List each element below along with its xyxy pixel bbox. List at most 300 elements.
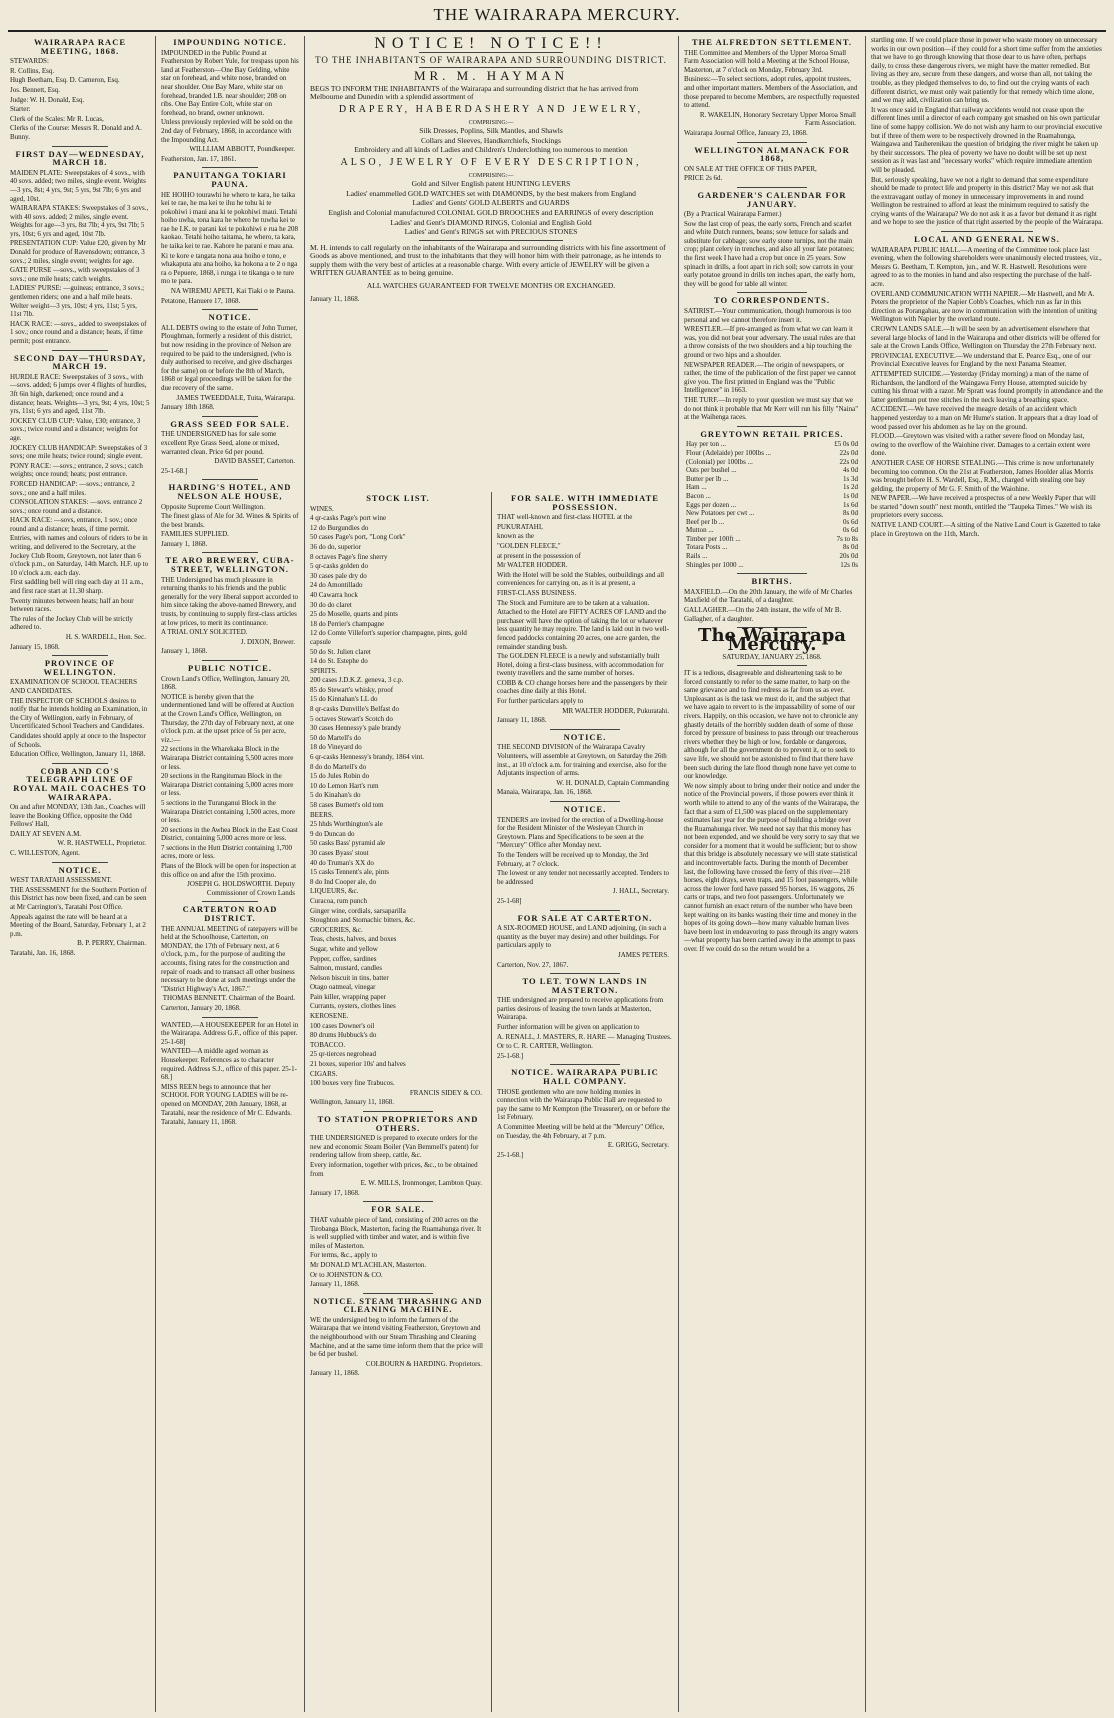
- body-text: THE ASSESSMENT for the Southern Portion of this District has now been fixed, and can be seen at Mr Carrington's, Taratahi Post Office.: [10, 885, 147, 912]
- advert-heading: WELLINGTON ALMANACK FOR 1868,: [694, 144, 850, 164]
- advert-heading: HARDING'S HOTEL, AND NELSON ALE HOUSE,: [168, 482, 292, 501]
- price-item: Butter per lb ...: [686, 474, 729, 483]
- body-text: WRESTLER.—If pre-arranged as from what we can learn it was, you did not beat your adversary. The usual rules are that a throw consists of the two shoulders and a hip touching the ground or two hips and a shoulder.: [684, 325, 856, 359]
- advert-block: [310, 494, 486, 1107]
- body-text: 4 qr-casks Page's port wine: [310, 514, 387, 523]
- editorial-date: SATURDAY, JANUARY 25, 1868.: [722, 653, 822, 662]
- signature: H. S. WARDELL, Hon. Sec.: [65, 633, 146, 641]
- divider: [202, 552, 257, 553]
- advert-heading: PUBLIC NOTICE.: [188, 663, 272, 673]
- hayman-name: MR. M. HAYMAN: [413, 68, 569, 84]
- body-text: 50 do St. Julien claret: [310, 647, 371, 656]
- body-text: A TRIAL ONLY SOLICITED.: [161, 628, 248, 637]
- body-text: Mr DONALD M'LACHLAN, Masterton.: [310, 1260, 427, 1269]
- column-separator: [155, 36, 156, 1712]
- body-text: January 11, 1868.: [310, 1280, 360, 1289]
- price-item: Mutton ...: [686, 526, 714, 535]
- body-text: NEWSPAPER READER.—The origin of newspapers, or rather, the time of the publication of the first paper we cannot give you. The first printed in England was the "Public Intelligencer" in 1663.: [684, 360, 856, 395]
- divider: [52, 763, 108, 764]
- advert-heading: FOR SALE. WITH IMMEDIATE POSSESSION.: [511, 493, 659, 512]
- divider: [550, 1064, 620, 1065]
- body-text: Jos. Bennett, Esq.: [10, 85, 60, 94]
- body-text: THOSE gentlemen who are now holding monies in connection with the Wairarapa Public Hall are requested to pay the same to Mr Kempton (the Treasurer), on or before the 1st February.: [497, 1087, 671, 1122]
- body-text: CROWN LANDS SALE.—It will be seen by an advertisement elsewhere that several large blocks of land in the Wairarapa and other districts will be offered for sale at the Crown Lands Office, Wellington on Thursday the 27th February next.: [871, 325, 1101, 351]
- body-text: Teas, chests, halves, and boxes: [310, 935, 397, 944]
- divider: [52, 862, 108, 863]
- advert-block: [684, 146, 860, 183]
- advert-date: Wairarapa Journal Office, January 23, 1868.: [684, 128, 808, 137]
- body-text: The rules of the Jockey Club will be strictly adhered to.: [10, 614, 133, 632]
- price-row: [684, 458, 860, 467]
- list-item: English and Colonial manufactured COLONIAL GOLD BROOCHES and EARRINGS of every description: [328, 207, 654, 217]
- body-text: known as the: [497, 532, 534, 541]
- advert-date: Carterton, Nov. 27, 1867.: [497, 960, 569, 969]
- body-text: Nelson biscuit in tins, batter: [310, 973, 389, 982]
- body-text: 14 do St. Estephe do: [310, 657, 368, 666]
- advert-date: 25-1-68.]: [161, 466, 188, 475]
- column-separator: [865, 36, 866, 1712]
- body-text: PRICE 2s 6d.: [684, 174, 723, 183]
- body-text: 5 octaves Stewart's Scotch do: [310, 714, 393, 723]
- advert-date: Carterton, January 20, 1868.: [161, 1003, 241, 1012]
- signature: THOMAS BENNETT. Chairman of the Board.: [162, 994, 295, 1003]
- body-text: 50 casks Bass' pyramid ale: [310, 839, 386, 848]
- advert-block: [10, 354, 150, 652]
- body-text: PRESENTATION CUP: Value £20, given by Mr Donald for produce of Ravensdown; entrance, 3 sovs.; 2 miles, single event; weights for age.: [10, 239, 147, 265]
- body-text: 25 qr-tierces negrohead: [310, 1050, 376, 1059]
- body-text: NOTICE is hereby given that the undermentioned land will be offered at Auction at the Crown Land's Office, Wellington, on Thursday, the 27th day of February next, at one o'clock p.m. at the upset price of 5s per acre, viz.:—: [161, 692, 294, 744]
- price-item: New Potatoes per cwt ...: [686, 509, 755, 518]
- body-text: ACCIDENT.—We have received the meagre details of an accident which happened yesterday to a man on Mr Hume's station. It appears that a dray load of wood passed over his abdomen as he lay on the ground.: [871, 405, 1099, 431]
- signature: W. R. HASTWELL, Proprietor.: [57, 839, 146, 848]
- advert-heading: SECOND DAY—THURSDAY, MARCH 19.: [14, 352, 146, 372]
- price-value: 0s 6d: [843, 526, 858, 535]
- list-item: Embroidery and all kinds of Ladies and Children's Underclothing too numerous to mention: [354, 145, 628, 155]
- divider: [419, 240, 564, 241]
- body-text: Mr WALTER HODDER.: [497, 561, 568, 570]
- body-text: The lowest or any tender not necessarily accepted. Tenders to be addressed: [497, 869, 669, 886]
- body-text: Further information will be given on application to: [497, 1023, 640, 1032]
- body-text: For further particulars apply to: [497, 697, 584, 706]
- price-value: 0s 6d: [843, 517, 858, 526]
- advert-block: [497, 1068, 673, 1159]
- body-text: 8 do Ind Cooper ale, do: [310, 877, 377, 886]
- body-text: But, seriously speaking, have we not a right to demand that some expenditure should be made to protect life and property in this district? May we not ask that the extravagant outlay of money in unnecessary improvements in and round Wellington be restrained to afford at least the minimum required to satisfy the crying wants of the Wairarapa? We do not ask it as a favor but demand it as right and we hope to see the justice of that right asserted by the people of the Wairarapa.: [871, 175, 1103, 227]
- advert-block: [161, 313, 299, 412]
- body-text: GALLAGHER.—On the 24th instant, the wife of Mr B. Gallagher, of a daughter.: [684, 606, 842, 623]
- body-text: ON SALE AT THE OFFICE OF THIS PAPER,: [684, 164, 817, 173]
- price-value: 22s 0d: [839, 457, 858, 466]
- advert-date: Manaia, Wairarapa, Jan. 16, 1868.: [497, 788, 593, 797]
- advert-block: [161, 1021, 299, 1127]
- body-text: WINES.: [310, 504, 334, 513]
- body-text: THAT valuable piece of land, consisting of 200 acres on the Tirobanga Block, Masterton, facing the Ruamahunga river. It is well supplied with timber and water, and is within five miles of Masterton.: [310, 1215, 482, 1250]
- advert-block: [161, 664, 299, 897]
- price-row: [684, 492, 860, 501]
- advert-date: Featherston, Jan. 17, 1861.: [161, 154, 237, 163]
- body-text: Otago oatmeal, vinegar: [310, 983, 376, 992]
- body-text: 40 do Truman's XX do: [310, 858, 374, 867]
- body-text: IMPOUNDED in the Public Pound at Featherston by Robert Yule, for trespass upon his land at Featherston—One Bay Gelding, white star on forehead, and white nose, branded on near shoulder. One Bay Mare, white star on forehead, branded I.B. near shoulder; 208 on ribs. One Bay Entire Colt, white star on forehead, no brand, owner unknown.: [161, 48, 299, 117]
- advert-heading: FOR SALE.: [371, 1204, 425, 1215]
- body-text: Or to JOHNSTON & CO.: [310, 1270, 383, 1279]
- divider: [737, 665, 807, 666]
- body-text: 10 do Lemon Hart's rum: [310, 781, 379, 790]
- body-text: Starter:: [10, 105, 31, 114]
- body-text: GROCERIES, &c.: [310, 925, 363, 934]
- column-separator: [304, 36, 305, 1712]
- advert-block: [10, 150, 150, 346]
- divider: [202, 1017, 257, 1018]
- body-text: Curacoa, rum punch: [310, 896, 367, 905]
- price-value: 8s 0d: [843, 509, 858, 518]
- price-item: Ham ...: [686, 483, 707, 492]
- body-text: KEROSENE.: [310, 1012, 349, 1021]
- column-3: [306, 492, 490, 1712]
- signature: WILLLIAM ABBOTT, Poundkeeper.: [189, 145, 295, 154]
- body-text: COBB & CO change horses here and the passengers by their coaches dine daily at this Hotel.: [497, 678, 668, 696]
- comprising-label: COMPRISING:—: [468, 172, 514, 179]
- body-text: 18 do Vineyard do: [310, 743, 362, 752]
- body-text: Salmon, mustard, candles: [310, 964, 382, 973]
- advert-heading: FOR SALE AT CARTERTON.: [517, 912, 653, 923]
- price-item: (Colonial) per 100lbs ...: [686, 457, 753, 466]
- advert-heading: PROVINCE OF WELLINGTON.: [43, 658, 117, 677]
- body-text: IT is a tedious, disagreeable and disheartening task to be forced constantly to refer to the same matter, to harp on the same grievance and to find redress as far from us as ever. Unpleasant as is the task we must do it, and the subject that we have again to revert to is the impassability of some of our rivers. Happily, on this occasion, we have not to chronicle any ghastly details of the horribly sudden death of some of those forced by pressure of business to pass through our treacherous rivers whether they be high or low, fordable or dangerous, although for all the government do to prevent it, or to seek to save life, we should not be astonished to find that there have been such during the late flood though none have yet come to our knowledge.: [684, 669, 859, 781]
- body-text: Opposite Supreme Court Wellington.: [161, 502, 265, 511]
- price-value: 1s 0d: [843, 491, 858, 500]
- advert-heading: GRASS SEED FOR SALE.: [170, 418, 290, 429]
- body-text: THE Undersigned has much pleasure in returning thanks to his friends and the public generally for the very liberal support accorded to him since taking the above-named Brewery, and trusts, by continuing to supply first-class articles at low prices, to merit its continuance.: [161, 575, 299, 627]
- price-item: Oats per bushel ...: [686, 466, 737, 475]
- divider: [52, 350, 108, 351]
- advert-date: January 11, 1868.: [497, 716, 547, 725]
- divider: [202, 167, 257, 168]
- advert-block: [684, 38, 860, 138]
- advert-heading: NOTICE.: [58, 864, 102, 875]
- advert-heading: NOTICE.: [563, 731, 607, 742]
- body-text: Education Office, Wellington, January 11, 1868.: [10, 750, 146, 759]
- advert-block: [161, 483, 299, 548]
- body-text: For terms, &c., apply to: [310, 1251, 378, 1260]
- body-text: 8 qr-casks Dunville's Belfast do: [310, 705, 399, 714]
- advert-block: [310, 1205, 486, 1288]
- column-separator: [491, 492, 492, 1712]
- advert-heading: IMPOUNDING NOTICE.: [173, 37, 287, 47]
- body-text: PROVINCIAL EXECUTIVE.—We understand that E. Pearce Esq., one of our Provincial Executive leaves for England by the next Panama Steamer.: [871, 351, 1092, 369]
- body-text: (By a Practical Wairarapa Farmer.): [684, 210, 782, 219]
- body-text: THE TURF.—In reply to your question we must say that we do not think it probable that Mr Kerr will run his filly "Naina" at the Waihenga races.: [684, 395, 859, 422]
- body-text: THE UNDERSIGNED is prepared to execute orders for the new and economic Steam Boiler (Van Bemmell's patent) for rendering tallow from sheep, cattle, &c.: [310, 1134, 479, 1160]
- body-text: THAT well-known and first-class HOTEL at the: [497, 513, 633, 522]
- price-row: [684, 561, 860, 570]
- price-item: Flour (Adelaide) per 100lbs ...: [686, 448, 771, 457]
- body-text: Currants, oysters, clothes lines: [310, 1002, 396, 1011]
- body-text: 30 cases pale dry do: [310, 571, 367, 580]
- signature: JAMES PETERS.: [618, 950, 669, 959]
- list-item: Gold and Silver English patent HUNTING LEVERS: [411, 179, 571, 189]
- signature: FRANCIS SIDEY & CO.: [409, 1088, 482, 1097]
- price-value: £5 0s 0d: [834, 440, 858, 449]
- advert-date: January 15, 1868.: [10, 642, 60, 651]
- advert-block: [10, 767, 150, 858]
- price-row: [684, 518, 860, 527]
- body-text: at present in the possession of: [497, 551, 581, 560]
- body-text: 58 cases Burnett's old tom: [310, 801, 384, 809]
- prices-table: [684, 440, 860, 569]
- body-text: Entries, with names and colours of riders to be in writing, and delivered to the Secretary, at the Jockey Club Room, Greytown, not later than 6 o'clock p.m., on Saturday, 14th March. H.F. up to 10 o'clock a.m. each day.: [10, 534, 149, 577]
- body-text: LIQUEURS, &c.: [310, 887, 359, 896]
- body-text: To the Tenders will be received up to Monday, the 3rd February, at 7 o'clock.: [497, 850, 649, 868]
- advert-block: [497, 977, 673, 1060]
- body-text: Attached to the Hotel are FIFTY ACRES OF LAND and the purchaser will have the option of taking the lot or whatever less quantity he may require. The land is laid out in two well-fenced paddocks containing 20 acres, one acre garden, the remainder standing bush.: [497, 608, 669, 651]
- body-text: SPIRITS.: [310, 666, 338, 675]
- body-text: On and after MONDAY, 13th Jan., Coaches will leave the Booking Office, opposite the Odd Fellows' Hall,: [10, 803, 146, 829]
- price-item: Hay per ton ...: [686, 440, 727, 449]
- advert-heading: TO LET. TOWN LANDS IN MASTERTON.: [522, 976, 648, 995]
- price-value: 1s 2d: [843, 483, 858, 492]
- body-text: 30 do do claret: [310, 600, 352, 609]
- body-text: 80 drums Hubbuck's do: [310, 1031, 377, 1040]
- body-text: Judge: W. H. Donald, Esq.: [10, 95, 85, 104]
- body-text: Pepper, coffee, sardines: [310, 954, 377, 963]
- advert-block: [10, 866, 150, 958]
- list-item: Collars and Sleeves, Handkerchiefs, Stockings: [421, 135, 561, 145]
- divider: [737, 573, 807, 574]
- advert-date: January 1, 1868.: [161, 647, 208, 656]
- body-text: 15 do Kinnahan's LL do: [310, 695, 378, 704]
- column-4: [493, 492, 677, 1712]
- body-text: 9 do Duncan do: [310, 829, 355, 838]
- body-text: 100 boxes very fine Trabucos.: [310, 1079, 395, 1088]
- body-text: 85 do Stewart's whisky, proof: [310, 685, 394, 694]
- body-text: THE ANNUAL MEETING of ratepayers will be held at the Schoolhouse, Carterton, on MONDAY, the 17th of February next, at 6 o'clock, p.m., for the purpose of auditing the accounts, fixing rates for the construction and repair of roads and to transact all other business necessary to be done at such meetings under the "District Highway's Act, 1867.": [161, 924, 298, 993]
- price-item: Beef per lb ...: [686, 517, 725, 526]
- body-text: ALL DEBTS owing to the estate of John Turner, Ploughman, formerly a resident of this district, but now residing in the province of Nelson are required to be paid to the undersigned, (who is duly authorised to receive, and give discharges for the same) on or before the 8th of March, 1868 or legal proceedings will be taken for the due recovery of the same.: [161, 323, 298, 392]
- signature: E. W. MILLS, Ironmonger, Lambton Quay.: [360, 1179, 482, 1188]
- divider: [550, 973, 620, 974]
- body-text: NATIVE LAND COURT.—A sitting of the Native Land Court is Gazetted to take place in Greytown on the 11th, March.: [871, 521, 1101, 538]
- body-text: Clerks of the Course: Messrs R. Donald and A. Bunny.: [10, 124, 142, 141]
- advert-block: [310, 1115, 486, 1197]
- advert-block: [684, 296, 860, 421]
- watches-guarantee: ALL WATCHES GUARANTEED FOR TWELVE MONTHS OR EXCHANGED.: [366, 281, 616, 291]
- advert-date: January 18th 1868.: [161, 403, 215, 412]
- body-text: 25 do Moselle, quarts and pints: [310, 610, 398, 619]
- signature: COLBOURN & HARDING. Proprietors.: [365, 1359, 482, 1368]
- drapery-list: [310, 127, 672, 155]
- body-text: BEERS.: [310, 810, 334, 819]
- body-text: STEWARDS:: [10, 57, 49, 66]
- advert-heading: TO CORRESPONDENTS.: [713, 295, 831, 306]
- list-item: Silk Dresses, Poplins, Silk Mantles, and Shawls: [419, 126, 563, 136]
- signature: DAVID BASSET, Carterton.: [214, 457, 295, 466]
- body-text: A Committee Meeting will be held at the "Mercury" Office, on Tuesday, the 4th February, at 7 p.m.: [497, 1123, 665, 1140]
- divider: [202, 901, 257, 902]
- body-text: Stoughton and Stomachic bitters, &c.: [310, 916, 415, 925]
- body-text: We now simply about to bring under their notice and under the notice of the Provincial powers, if those powers ever think it worth while to attend to any of the wants of the Wairarapa, the fact that a sum of £1,500 was placed on the supplementary estimates last year for the purpose of building a bridge over the Ruamahunga river. We need not say that this money has not been expended, and we should be very sorry to say that we consider for a moment that it would be sufficient; but to show that this bridge is absolutely necessary we will state statistical and incontrovertable facts. During the month of December last, the following have crossed the ferry of this river—218 horses, eight drays, seven traps, and 15 foot passengers, while across the lower ford have passed 95 horses, 16 waggons, 26 carts or traps, and two foot passengers. Unfortunately we cannot furnish an exact return of the number who have been kept waiting on its banks wasting their time and money in the hopes of its going down—how many valuable human lives have been lost in endeavoring to pass through its angry waters—what property has been carried away in the attempt to pass over. If we could do so the return would be a: [684, 781, 860, 953]
- price-row: [684, 449, 860, 458]
- body-text: 50 cases Page's port, "Long Cork": [310, 533, 406, 542]
- body-text: LADIES' PURSE: —guineas; entrance, 3 sovs.; gentlemen riders; one and a half mile heats. Welter weight—3 yrs, 10st; 4 yrs, 11st; 5 yrs, 11st 7lb.: [10, 284, 145, 319]
- advert-heading: NOTICE. STEAM THRASHING AND CLEANING MACHINE.: [313, 1295, 483, 1315]
- column-2: [157, 36, 303, 1712]
- jewelry-heading: ALSO, JEWELRY OF EVERY DESCRIPTION,: [340, 156, 642, 168]
- body-text: 200 cases J.D.K.Z. geneva, 3 c.p.: [310, 676, 404, 685]
- price-value: 7s to 8s: [836, 534, 858, 543]
- notice-title: NOTICE! NOTICE!!: [374, 36, 608, 52]
- body-text: Candidates should apply at once to the Inspector of Schools.: [10, 731, 146, 749]
- body-text: WEST TARATAHI ASSESSMENT.: [10, 876, 112, 885]
- advert-block: [871, 36, 1103, 227]
- advert-date: January 17, 1868.: [310, 1188, 360, 1197]
- advert-block: [684, 577, 860, 623]
- body-text: NEW PAPER.—We have received a prospectus of a new Weekly Paper that will be started "down south" next month, entitled the "Taupeka Times." We wish its proprietors every success.: [871, 494, 1096, 520]
- advert-heading: NOTICE.: [563, 804, 607, 814]
- body-text: Pain killer, wrapping paper: [310, 992, 386, 1001]
- body-text: Ginger wine, cordials, sarsaparilla: [310, 906, 406, 915]
- advert-date: 25-1-68]: [497, 896, 522, 905]
- advert-block: [684, 625, 860, 953]
- divider: [202, 479, 257, 480]
- advert-block: [497, 914, 673, 970]
- price-item: Totara Posts ...: [686, 543, 728, 552]
- divider: [363, 1201, 433, 1202]
- advert-heading: COBB AND CO'S TELEGRAPH LINE OF ROYAL MAIL COACHES TO WAIRARAPA.: [13, 765, 147, 802]
- body-text: 8 octaves Page's fine sherry: [310, 552, 388, 561]
- body-text: Crown Land's Office, Wellington, January 20, 1868.: [161, 674, 290, 692]
- body-text: 22 sections in the Wharekaka Block in the Wairarapa District containing 5,500 acres more or less.: [161, 745, 294, 771]
- body-text: Business:—To select sections, adopt rules, appoint trustees, and other important matters. Members of the Association, and those prepared to become Members, are respectfully requested to attend.: [684, 75, 860, 110]
- signature: E. GRIGG, Secretary.: [607, 1141, 669, 1150]
- body-text: Taratahi, January 11, 1868.: [161, 1118, 237, 1127]
- price-value: 1s 6d: [843, 500, 858, 509]
- price-value: 20s 0d: [839, 552, 858, 561]
- price-row: [684, 535, 860, 544]
- signature: J. HALL, Secretary.: [612, 887, 669, 896]
- body-text: WANTED,—A HOUSEKEEPER for an Hotel in the Wairarapa. Address G.F., office of this paper. 25-1-68]: [161, 1020, 299, 1046]
- body-text: FIRST-CLASS BUSINESS.: [497, 588, 577, 597]
- body-text: 20 sections in the Rangitumau Block in the Wairarapa District containing 5,000 acres more or less.: [161, 772, 294, 798]
- body-text: 36 do do, superior: [310, 542, 361, 551]
- advert-date: Wellington, January 11, 1868.: [310, 1098, 394, 1107]
- editorial-masthead: The Wairarapa Mercury.: [698, 625, 846, 655]
- body-text: PONY RACE: —sovs.; entrance, 2 sovs.; catch weights; once round; heats; post entrance.: [10, 461, 143, 479]
- price-row: [684, 440, 860, 449]
- advert-block: [497, 494, 673, 725]
- advert-block: [10, 659, 150, 759]
- list-item: Ladies' and Gent's RINGS set with PRECIOUS STONES: [404, 227, 578, 237]
- body-text: Every information, together with prices, &c., to be obtained from: [310, 1160, 478, 1178]
- divider: [550, 729, 620, 730]
- body-text: A SIX-ROOMED HOUSE, and LAND adjoining, (in such a quantity as the buyer may desire) and other buildings. For particulars apply to: [497, 924, 667, 950]
- price-row: [684, 501, 860, 510]
- divider: [737, 187, 807, 188]
- advert-heading: GREYTOWN RETAIL PRICES.: [700, 428, 844, 439]
- body-text: WE the undersigned beg to inform the farmers of the Wairarapa that we intend visiting Featherston, Greytown and the neighbourhood with our Steam Thrashing and Cleaning Machine, and at the same time inform them that the price will be 6d per bushel.: [310, 1315, 484, 1359]
- body-text: CIGARS.: [310, 1069, 338, 1078]
- advert-block: [161, 556, 299, 656]
- body-text: WAIRARAPA PUBLIC HALL.—A meeting of the Committee took place last evening, when the following shareholders were unanimously elected trustees, viz., Messrs G. Beetham, T. Kempton, jun., and W. R. Hastwell. Resolutions were agreed to as to the monies in hand and also respecting the purchase of the half-acre.: [871, 245, 1102, 289]
- body-text: Appeals against the rate will be heard at a Meeting of the Board, Saturday, February 1, at 2 p.m.: [10, 912, 146, 938]
- body-text: 5 qr-casks golden do: [310, 562, 368, 571]
- advert-date: Petatone, Hanuere 17, 1868.: [161, 296, 241, 305]
- body-text: 7 sections in the Hutt District containing 1,700 acres, more or less.: [161, 843, 293, 861]
- body-text: The GOLDEN FLEECE is a newly and substantially built Hotel, doing a first-class business, with accommodation for twenty travellers and the same number of horses.: [497, 652, 664, 678]
- body-text: Twenty minutes between heats; half an hour between races.: [10, 596, 134, 614]
- body-text: Sugar, white and yellow: [310, 944, 378, 953]
- body-text: THE SECOND DIVISION of the Wairarapa Cavalry Volunteers, will assemble at Greytown, on Saturday the 26th inst., at 10 o'clock a.m. for training and exercise, also for the Adjutants inspection of arms.: [497, 743, 667, 778]
- body-text: FAMILIES SUPPLIED.: [161, 530, 229, 539]
- body-text: R. Collins, Esq.: [10, 66, 55, 75]
- body-text: 12 do Comte Villefort's superior champagne, pints, gold capsule: [310, 629, 467, 646]
- divider: [52, 146, 108, 147]
- body-text: CONSOLATION STAKES: —sovs. entrance 2 sovs.; once round and a distance.: [10, 498, 143, 515]
- body-text: MAXFIELD.—On the 20th January, the wife of Mr Charles Maxfield of the Taratahi, of a daughter.: [684, 587, 853, 605]
- advert-block: [310, 1297, 486, 1378]
- advert-block: [684, 430, 860, 570]
- advert-block: [684, 191, 860, 289]
- advert-heading: BIRTHS.: [751, 576, 793, 587]
- body-text: 21 boxes, superior 10s' and halves: [310, 1060, 406, 1069]
- comprising-label: COMPRISING:—: [468, 119, 514, 126]
- hayman-intro: BEGS TO INFORM THE INHABITANTS of the Wairarapa and surrounding district that he has arrived from Melbourne and Dunedin with a splendid assortment of: [310, 83, 639, 102]
- advert-heading: TE ARO BREWERY, CUBA-STREET, WELLINGTON.: [165, 555, 295, 575]
- divider: [363, 1293, 433, 1294]
- body-text: The Stock and Furniture are to be taken at a valuation.: [497, 598, 650, 607]
- advert-block: [161, 905, 299, 1012]
- body-text: 18 do Perrier's champagne: [310, 619, 385, 628]
- advert-block: [497, 805, 673, 906]
- body-text: THE UNDERSIGNED has for sale some excellent Rye Grass Seed, alone or mixed, warranted clean. Price 6d per pound.: [161, 430, 280, 456]
- body-text: The finest glass of Ale for 3d. Wines & Spirits of the best brands.: [161, 512, 299, 529]
- advert-block: [871, 235, 1103, 538]
- body-text: January 1, 1868.: [161, 539, 208, 548]
- advert-date: January 11, 1868.: [310, 1369, 360, 1378]
- advert-block: [161, 171, 299, 305]
- signature: J. DIXON, Brewer.: [240, 637, 295, 646]
- body-text: THE INSPECTOR OF SCHOOLS desires to notify that he intends holding an Examination, in the City of Wellington, early in February, of Uncertificated School Teachers and Candidates.: [10, 696, 148, 731]
- divider: [52, 655, 108, 656]
- price-value: 8s 0d: [843, 543, 858, 552]
- price-item: Shingles per 1000 ...: [686, 560, 744, 569]
- body-text: 25-1-68.]: [497, 1051, 524, 1060]
- column-1: [6, 36, 154, 1712]
- body-text: 50 do Martell's do: [310, 733, 361, 742]
- price-item: Rails ...: [686, 552, 708, 561]
- body-text: 15 casks Tennent's ale, pints: [310, 868, 389, 877]
- masthead-rule: [8, 30, 1106, 32]
- body-text: JOCKEY CLUB HANDICAP: Sweepstakes of 3 sovs; one mile heats; twice round; single event.: [10, 443, 148, 461]
- body-text: Or to C. R. CARTER, Wellington.: [497, 1042, 593, 1051]
- advert-heading: STOCK LIST.: [366, 493, 430, 503]
- body-text: "GOLDEN FLEECE,": [497, 541, 561, 550]
- body-text: ATTEMPTED SUICIDE.—Yesterday (Friday morning) a man of the name of Richardson, the landlord of the Waingawa Ferry House, attempted suicide by cutting his throat with a razor. Mr Spratt was found promptly in attendance and the latter gentleman put tree stitches in the neck leaving a breathing space.: [871, 369, 1103, 404]
- body-text: A. RENALL, J. MASTERS, R. HARE — Managing Trustees.: [497, 1032, 672, 1041]
- advert-heading: THE ALFREDTON SETTLEMENT.: [691, 37, 852, 47]
- body-text: 40 Cawarra hock: [310, 590, 358, 599]
- body-text: 24 do Amontillado: [310, 581, 363, 590]
- price-row: [684, 509, 860, 518]
- hayman-date: January 11, 1868.: [310, 294, 360, 303]
- body-text: FLOOD.—Greytown was visited with a rather severe flood on Monday last, owing to the overflow of the Waiohine river. Damages to a certain extent were done.: [871, 432, 1091, 458]
- price-row: [684, 466, 860, 475]
- body-text: MISS REEN begs to announce that her SCHOOL FOR YOUNG LADIES will be re-opened on MONDAY, 20th January, 1868, at Taratahi, near the residence of Mr C. Edwards.: [161, 1082, 292, 1117]
- body-text: 25 hhds Worthington's ale: [310, 820, 383, 829]
- advert-heading: LOCAL AND GENERAL NEWS.: [914, 234, 1060, 245]
- price-value: 4s 0d: [843, 466, 858, 475]
- body-text: Plans of the Block will be open for inspection at this office on and after the 15th proximo.: [161, 862, 297, 879]
